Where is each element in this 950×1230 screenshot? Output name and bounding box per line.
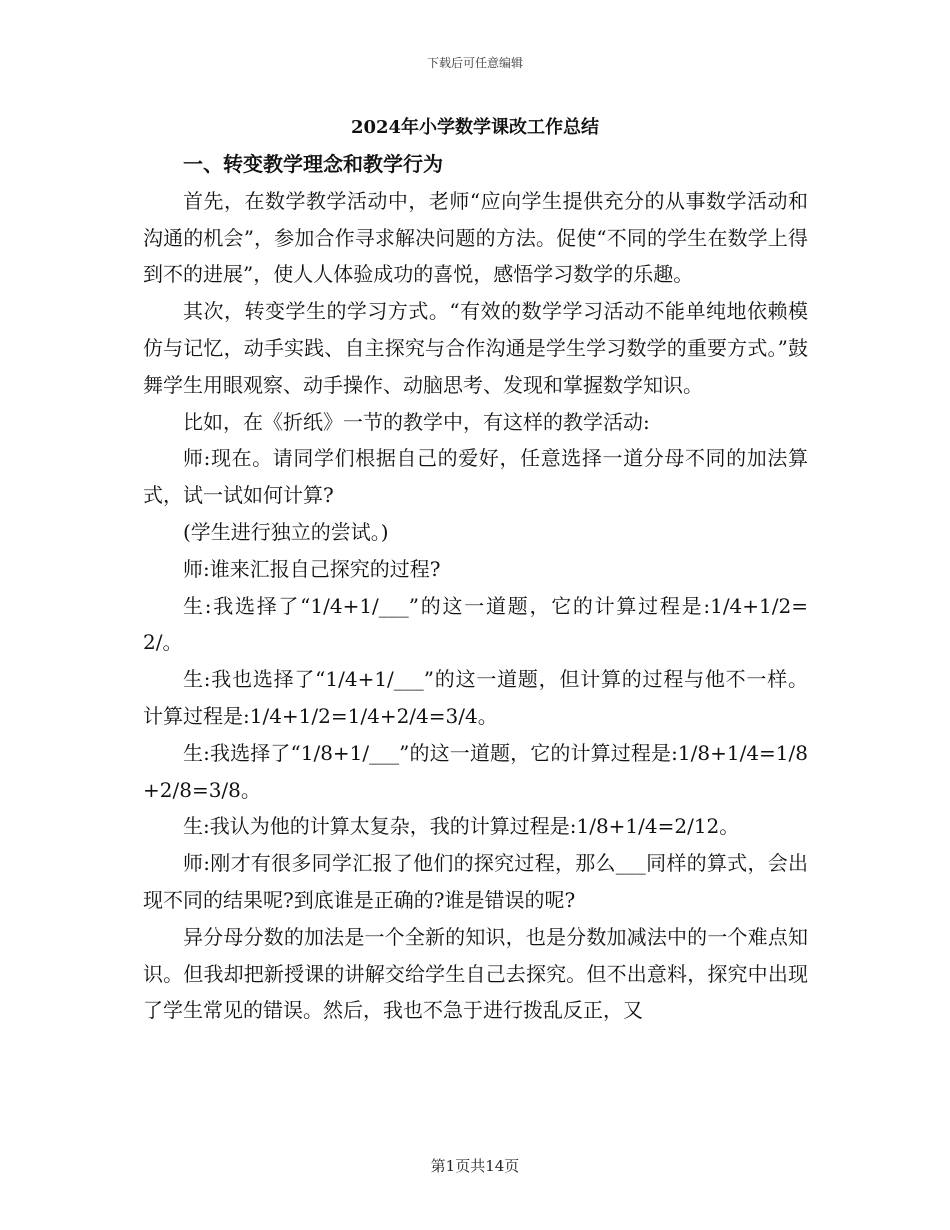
document-title: 2024年小学数学课改工作总结 <box>350 117 600 138</box>
paragraph: 其次，转变学生的学习方式。“有效的数学学习活动不能单纯地依赖模仿与记忆，动手实践、自主探究与合作沟通是学生学习数学的重要方式。”鼓舞学生用眼观察、动手操作、动脑思考、发现和掌握数学知识。 <box>143 299 808 397</box>
paragraph: 师:现在。请同学们根据自己的爱好，任意选择一道分母不同的加法算式，试一试如何计算? <box>143 446 808 508</box>
paragraph: 比如，在《折纸》一节的教学中，有这样的教学活动: <box>183 409 650 434</box>
paragraph: 异分母分数的加法是一个全新的知识，也是分数加减法中的一个难点知识。但我却把新授课的讲解交给学生自己去探究。但不出意料，探究中出现了学生常见的错误。然后，我也不急于进行拨乱反正，又 <box>143 924 808 1023</box>
paragraph: 师:谁来汇报自己探究的过程? <box>183 556 441 581</box>
document-body <box>143 146 808 1029</box>
page-header-note: 下载后可任意编辑 <box>426 56 523 70</box>
paragraph: 师:刚才有很多同学汇报了他们的探究过程，那么___同样的算式，会出现不同的结果呢?到底谁是正确的?谁是错误的呢? <box>143 851 808 912</box>
paragraph: (学生进行独立的尝试。) <box>183 519 389 544</box>
section-heading: 一、转变教学理念和教学行为 <box>183 152 443 176</box>
paragraph: 生:我选择了“1/4+1/___”的这一道题，它的计算过程是:1/4+1/2=2/。 <box>143 593 808 655</box>
paragraph: 生:我认为他的计算太复杂，我的计算过程是:1/8+1/4=2/12。 <box>183 814 740 839</box>
paragraph: 生:我选择了“1/8+1/___”的这一道题，它的计算过程是:1/8+1/4=1/8+2/8=3/8。 <box>143 740 808 802</box>
paragraph: 首先，在数学教学活动中，老师“应向学生提供充分的从事数学活动和沟通的机会”，参加合作寻求解决问题的方法。促使“不同的学生在数学上得到不的进展”，使人人体验成功的喜悦，感悟学习数学的乐趣。 <box>143 188 808 287</box>
paragraph: 生:我也选择了“1/4+1/___”的这一道题，但计算的过程与他不一样。计算过程是:1/4+1/2=1/4+2/4=3/4。 <box>143 667 808 728</box>
page-number-indicator: 第1页共14页 <box>430 1157 520 1175</box>
